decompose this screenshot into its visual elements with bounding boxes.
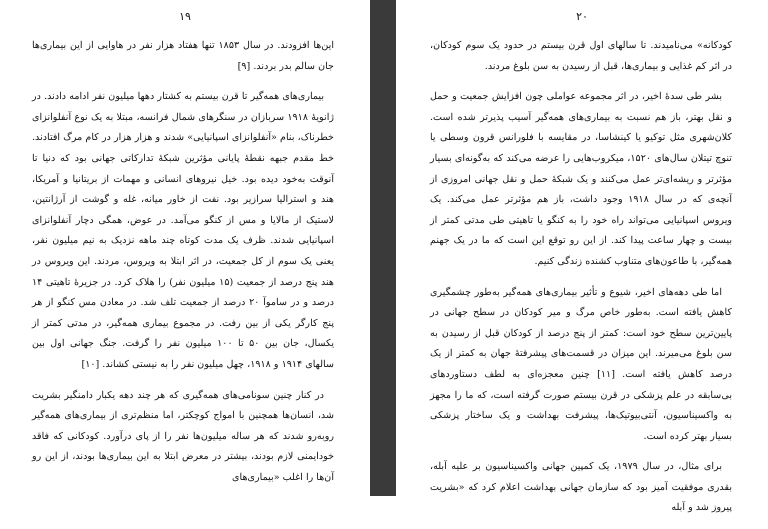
paragraph: برای مثال، در سال ۱۹۷۹، یک کمپین جهانی واکسیناسیون بر علیه آبله، بقدری موفقیت آمیز بود که سازمان جهانی بهداشت اعلام کرد که «بشریت پیروز شد و آبله: [430, 461, 732, 514]
paragraph: کودکانه» می‌نامیدند. تا سالهای اول قرن بیستم در حدود یک سوم کودکان، در اثر کم غذایی و بیماری‌ها، قبل از رسیدن به سن بلوغ مردند.: [430, 40, 732, 72]
paragraph: بشر طی سدهٔ اخیر، در اثر مجموعه عواملی چون افزایش جمعیت و حمل و نقل بهتر، باز هم نسبت به بیماری‌های همه‌گیر آسیب پذیرتر شده است. کلان‌شهری مثل توکیو یا کینشاسا، در مقایسه با فلورانس قرون وسطی یا تنوچ تیتلان سال‌های ۱۵۲۰، میکروب‌هایی را عرضه می‌کند که به‌گونه‌ای بسیار مؤثرتر و ریشه‌ای‌تر عمل می‌کنند و یک شبکهٔ حمل و نقل جهانی امروزی از آنچه‌ی که در سال ۱۹۱۸ وجود داشت، باز هم مؤثرتر عمل می‌کند. یک ویروس اسپانیایی می‌تواند راه خود را به کنگو یا تاهیتی طی مدتی کمتر از بیست و چهار ساعت پیدا کند. از این رو توقع این است که ما در یک جهنم همه‌گیر، با طاعون‌های متناوب کشنده زندگی کنیم.: [430, 91, 732, 267]
left-page: [0, 0, 370, 496]
paragraph: این‌ها افزودند. در سال ۱۸۵۳ تنها هفتاد هزار نفر در هاوایی از این بیماری‌ها جان سالم بدر بردند. [۹]: [32, 40, 334, 72]
paragraph: اما طی دهه‌های اخیر، شیوع و تأثیر بیماری‌های همه‌گیر به‌طور چشمگیری کاهش یافته است. به‌طور خاص مرگ و میر کودکان در سطح جهانی در پایین‌ترین سطح خود است: کمتر از پنج درصد از کودکان قبل از رسیدن به سن بلوغ می‌میرند. این میزان در قسمت‌های پیشرفتهٔ جهان به کمتر از یک درصد کاهش یافته است. [۱۱] چنین معجزه‌ای به لطف دستاوردهای بی‌سابقه در علم پزشکی در قرن بیستم صورت گرفته است، که ما را مجهز به واکسیناسیون، آنتی‌بیوتیک‌ها، پیشرفت بهداشت و یک ساختار پزشکی بسیار بهتر کرده است.: [430, 286, 733, 442]
page-number: ۱۹: [179, 10, 191, 23]
paragraph: در کنار چنین سونامی‌های همه‌گیری که هر چند دهه یکبار دامنگیر بشریت شد، انسان‌ها همچنین با امواج کوچکتر، اما منظم‌تری از بیماری‌های همه‌گیر روبه‌رو شدند که هر ساله میلیون‌ها نفر را از پای درآورد. کودکانی که فاقد خودایمنی لازم بودند، بیشتر در معرض ابتلا به این بیماری‌ها بودند، از این رو آن‌ها را اغلب «بیماری‌های: [32, 389, 334, 483]
page-text: [32, 36, 334, 498]
paragraph: بیماری‌های همه‌گیر تا قرن بیستم به کشتار دهها میلیون نفر ادامه دادند. در ژانویهٔ ۱۹۱۸ سربازان در سنگرهای شمال فرانسه، مبتلا به یک نوع آنفلوانزای خطرناک، بنام «آنفلوانزای اسپانیایی» شدند و هزار هزار در کام مرگ افتادند. خط مقدم جبهه نقطهٔ پایانی مؤثرین شبکهٔ تدارکاتی جهانی بود که دنیا تا آنوقت به‌خود دیده بود. خیل نیروهای انسانی و مهمات از بریتانیا و آمریکا، هند و استرالیا سرازیر بود. نفت از خاور میانه، غله و گوشت از آرژانتین، لاستیک از مالایا و مس از کنگو می‌آمد. در عوض، همگی دچار آنفلوانزای اسپانیایی شدند. ظرف یک مدت کوتاه چند ماهه نزدیک به نیم میلیون نفر، یعنی یک سوم از کل جمعیت، در اثر ابتلا به ویروس، مردند. این ویروس در هند پنج درصد از جمعیت (۱۵ میلیون نفر) را هلاک کرد. در جزیرهٔ تاهیتی ۱۴ درصد و در ساموآ ۲۰ درصد از جمعیت تلف شد. در معادن مس کنگو از هر پنج کارگر یکی از بین رفت. در مجموع بیماری همه‌گیر، در مدتی کمتر از یکسال، جان بین ۵۰ تا ۱۰۰ میلیون نفر را گرفت. جنگ جهانی اول بین سالهای ۱۹۱۴ و ۱۹۱۸، چهل میلیون نفر را به نیستی کشاند. [۱۰]: [32, 91, 335, 370]
page-number: ۲۰: [576, 10, 588, 23]
right-page: [396, 0, 768, 514]
book-gutter: [370, 0, 396, 496]
page-text: [430, 36, 732, 529]
